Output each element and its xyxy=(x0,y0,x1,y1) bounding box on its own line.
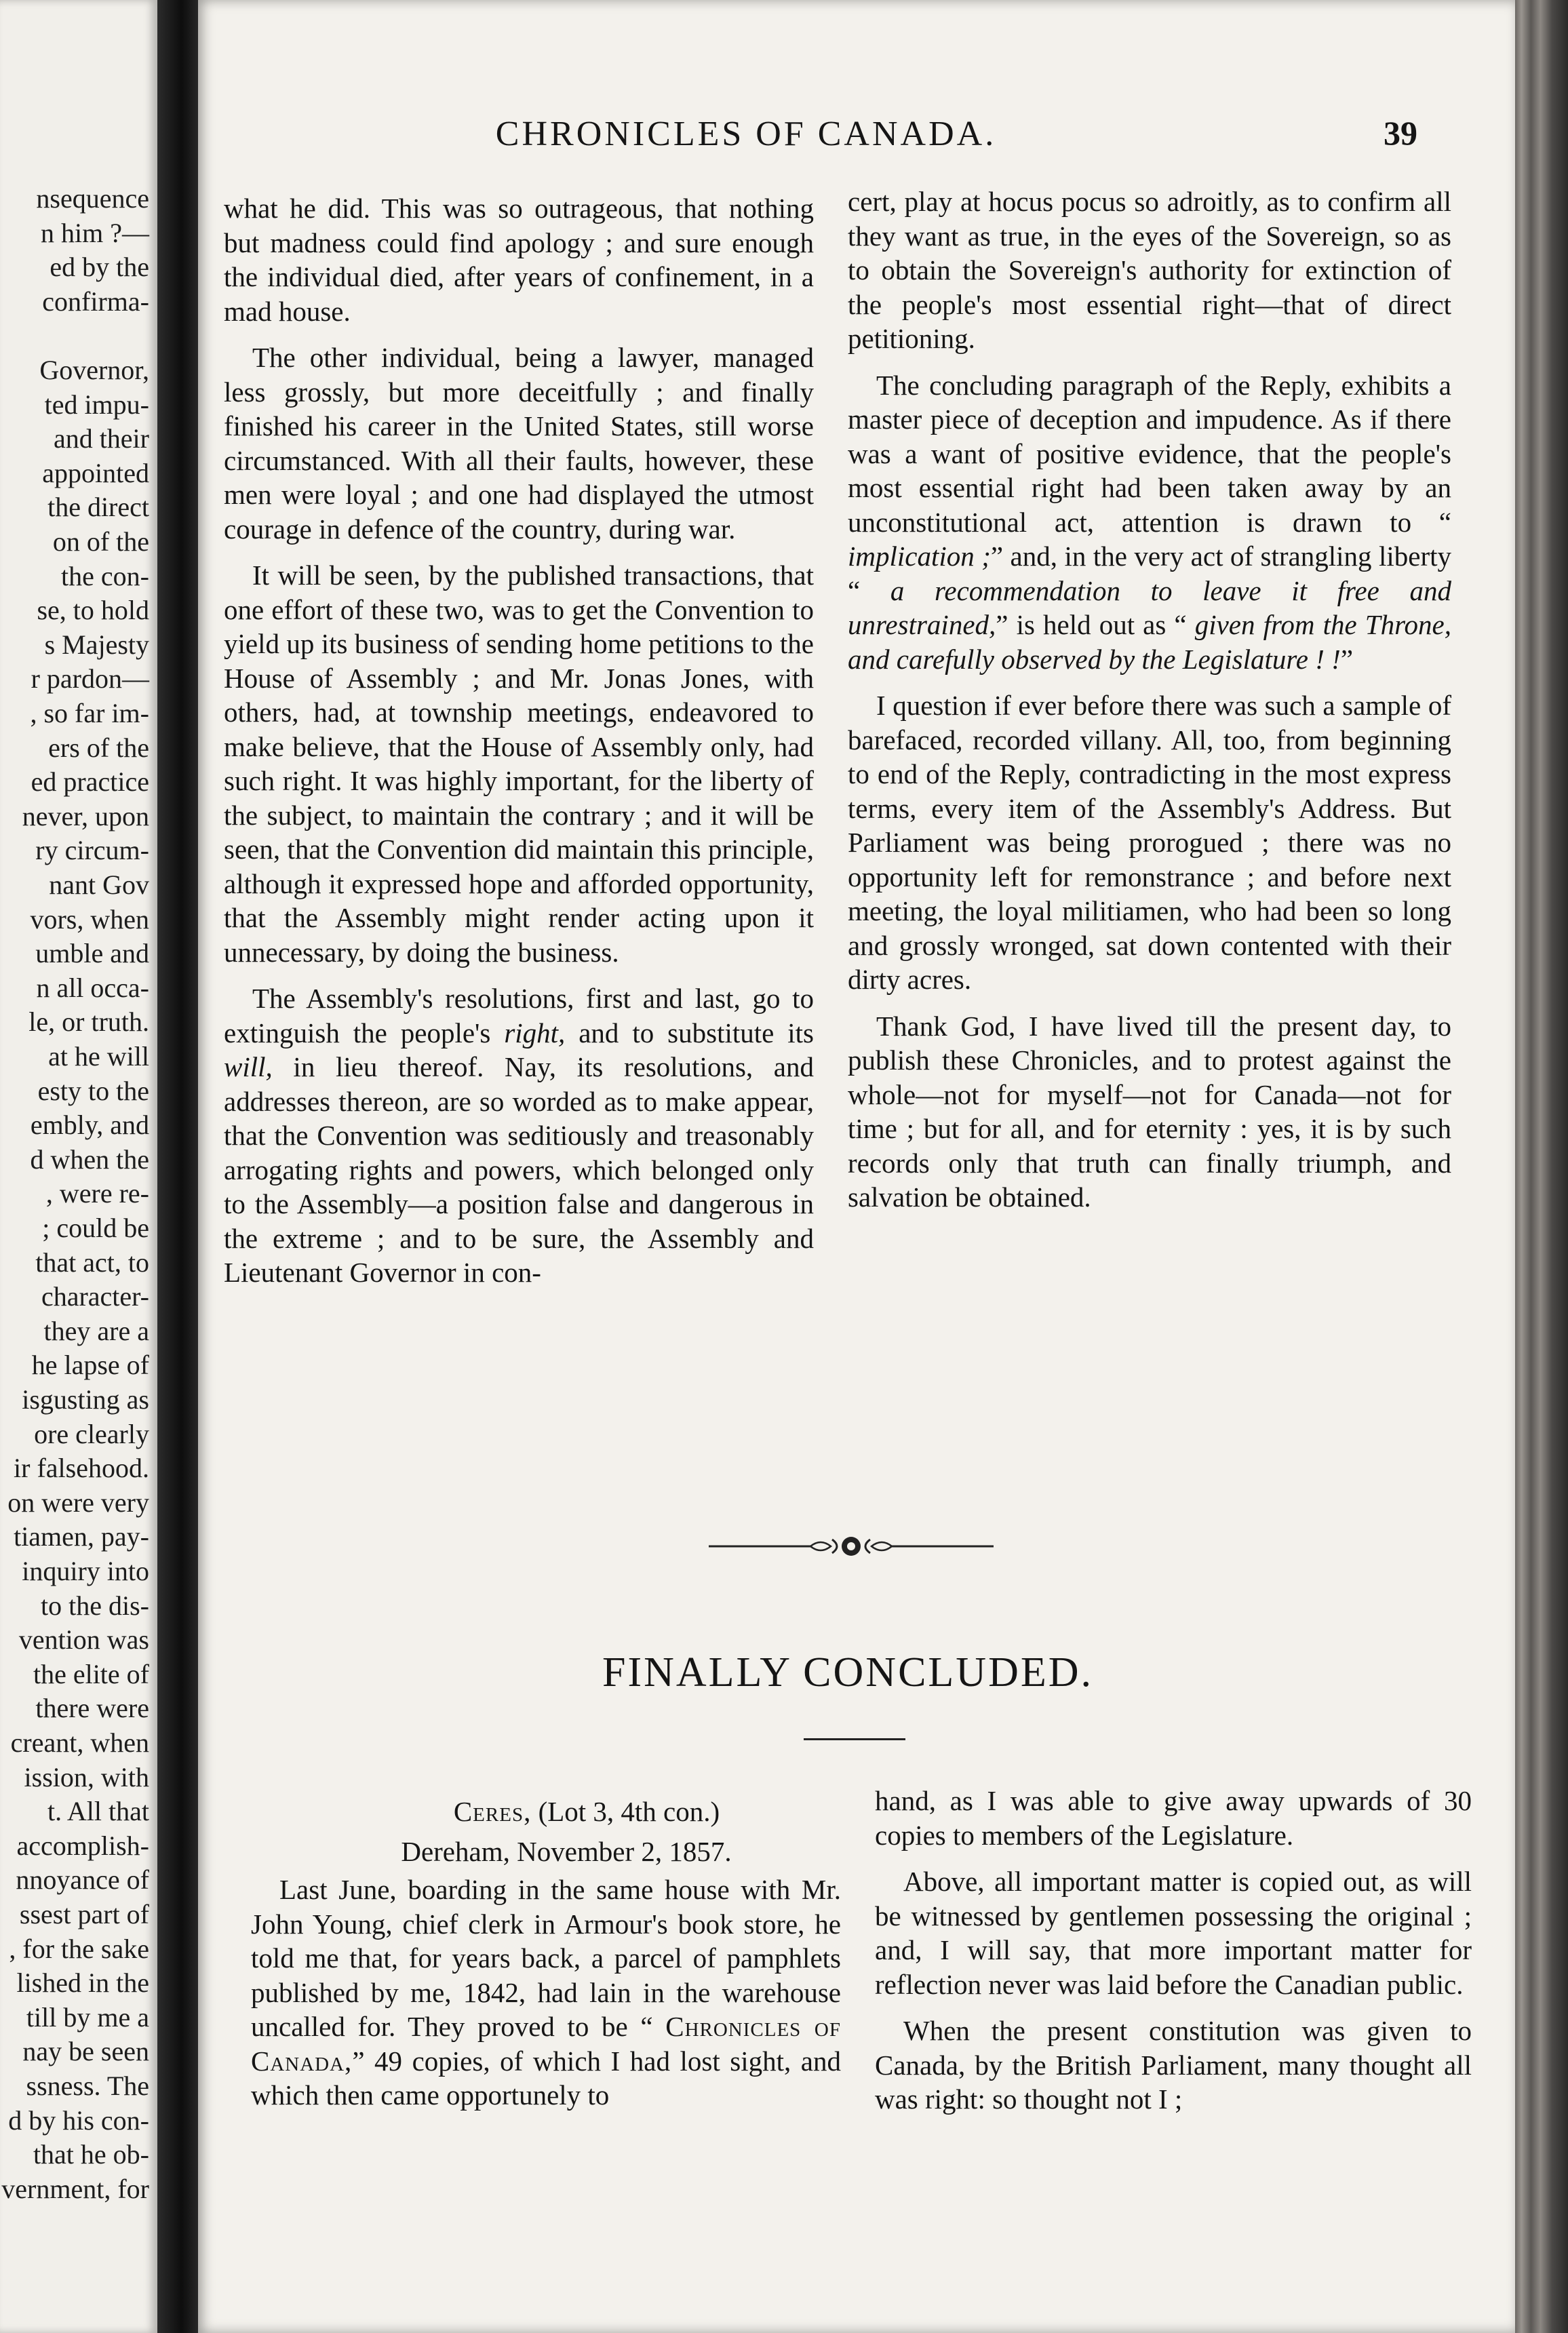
facing-page-line: n all occa- xyxy=(36,972,149,1003)
facing-page-line: nay be seen xyxy=(22,2036,149,2067)
facing-page-line: ers of the xyxy=(48,732,149,763)
facing-page-line: r pardon— xyxy=(31,663,149,694)
facing-page-line: ir falsehood. xyxy=(14,1453,149,1484)
facing-page-line: vors, when xyxy=(30,903,149,935)
title-rule xyxy=(804,1738,905,1740)
column-lower-left xyxy=(251,1795,841,2113)
facing-page-line: nant Gov xyxy=(49,869,149,900)
facing-page-line: ission, with xyxy=(24,1761,149,1792)
facing-page-line: that he ob- xyxy=(33,2139,149,2170)
paragraph: The other individual, being a lawyer, managed less grossly, but more deceitfully ; and finally finished his career in the United States, still worse circumstanced. With all their faults, however, these men were loyal ; and one had displayed the utmost courage in defence of the country, during war. xyxy=(224,342,814,545)
facing-page-line: ry circum- xyxy=(35,835,149,866)
facing-page-line: the direct xyxy=(47,492,149,523)
facing-page-line: d when the xyxy=(30,1143,149,1175)
text-run: ” 49 copies, of which I had lost sight, and which then came opportunely to xyxy=(251,2045,841,2111)
facing-page-line: he lapse of xyxy=(31,1350,149,1381)
text-run: (Lot 3, 4th con.) xyxy=(531,1796,720,1827)
facing-page-line: t. All that xyxy=(47,1796,149,1827)
italic-text: a recommendation to leave it free and unrestrained, xyxy=(848,574,1451,640)
facing-page-line: confirma- xyxy=(42,286,149,317)
facing-page-line: ; could be xyxy=(42,1213,149,1243)
facing-page-line: creant, when xyxy=(10,1727,149,1758)
text-run: The concluding paragraph of the Reply, exhibits a master piece of deception and impudence. As if there was a want of positive evidence, that the people's most essential right had been taken away by an unconstitutional act, attention is drawn to “ xyxy=(848,369,1451,538)
facing-page-line: ssness. The xyxy=(26,2071,149,2101)
column-upper-left xyxy=(224,191,814,1290)
facing-page-line: d by his con- xyxy=(8,2104,149,2136)
facing-page-line: till by me a xyxy=(26,2001,149,2033)
facing-page-line: they are a xyxy=(43,1315,149,1346)
facing-page-line: Governor, xyxy=(39,355,149,385)
facing-page-line: esty to the xyxy=(37,1075,149,1106)
facing-page-line: appointed xyxy=(42,457,149,488)
text-run: and to substitute its xyxy=(565,1017,814,1048)
facing-page xyxy=(0,0,157,2333)
paragraph: Thank God, I have lived till the present day, to publish these Chronicles, and to protest against the whole—not for myself—not for Canada—not for time ; but for all, and for eternity : yes, it is by such records only that truth can finally triumph, and salvation be obtained. xyxy=(848,1010,1451,1213)
paragraph: Above, all important matter is copied out, as will be witnessed by gentlemen possessing the original ; and, I will say, that more important matter for reflection never was laid before the Canadian public. xyxy=(875,1866,1472,2000)
facing-page-line: ed practice xyxy=(31,766,149,798)
facing-page-line: se, to hold xyxy=(37,595,149,626)
paragraph: cert, play at hocus pocus so adroitly, as to confirm all they want as true, in the eyes of the Sovereign, so as to obtain the Sovereign's authority for extinction of the people's most essential right—that of direct petitioning. xyxy=(848,186,1451,354)
text-run: ” xyxy=(1340,643,1354,675)
facing-page-line: there were xyxy=(35,1693,149,1724)
page-number: 39 xyxy=(1384,114,1417,152)
column-upper-right xyxy=(848,184,1451,1215)
facing-page-line: at he will xyxy=(48,1041,149,1072)
facing-page-line: character- xyxy=(41,1281,149,1312)
italic-text: given from the Throne, and carefully observed by the Legislature ! ! xyxy=(848,609,1451,675)
italic-text: will, xyxy=(224,1051,273,1082)
text-run: Last June, boarding in the same house with Mr. John Young, chief clerk in Armour's book store, he told me that, for years back, a parcel of pamphlets published by me, 1842, had lain in the warehouse uncalled for. They proved to be “ xyxy=(251,1874,841,2042)
section-title: FINALLY CONCLUDED. xyxy=(602,1649,1093,1695)
facing-page-line: , so far im- xyxy=(30,698,149,728)
small-caps-title: Chronicles of Canada, xyxy=(251,2011,841,2077)
facing-page-line: tiamen, pay- xyxy=(14,1521,149,1552)
facing-page-line: isgusting as xyxy=(22,1384,149,1415)
facing-page-line: ed by the xyxy=(50,252,149,283)
paragraph: It will be seen, by the published transactions, that one effort of these two, was to get the Convention to yield up its business of sending home petitions to the House of Assembly ; and Mr. Jonas Jones, with others, had, at township meetings, endeavored to make believe, that the House of Assembly only, had such right. It was highly important, for the liberty of the subject, to maintain the contrary ; and it will be seen, that the Convention did maintain this principle, although it expressed hope and afforded opportunity, that the Assembly might render acting upon it unnecessary, by doing the business. xyxy=(224,560,814,968)
facing-page-line: s Majesty xyxy=(44,629,149,660)
facing-page-line: the elite of xyxy=(33,1658,149,1689)
text-run: The Assembly's resolutions, first and last, go to extinguish the people's xyxy=(224,983,814,1048)
paragraph: I question if ever before there was such a sample of barefaced, recorded villany. All, too, from beginning to end of the Reply, contradicting in the most express terms, every item of the Assembly's Address. But Parliament was being prorogued ; there was no opportunity left for remonstrance ; and before next meeting, the loyal militiamen, who had been so long and grossly wronged, sat down contented with their dirty acres. xyxy=(848,690,1451,995)
italic-text: implication ; xyxy=(848,541,991,572)
text-run: ” and, in the very act of strangling liberty “ xyxy=(848,541,1452,606)
paragraph xyxy=(224,981,814,1290)
paragraph: hand, as I was able to give away upwards of 30 copies to members of the Legislature. xyxy=(875,1785,1472,1851)
facing-page-line: embly, and xyxy=(30,1110,149,1141)
column-lower-right xyxy=(875,1784,1472,2117)
facing-page-line: nsequence xyxy=(36,183,149,214)
facing-page-line: ssest part of xyxy=(19,1899,149,1929)
facing-page-line: on were very xyxy=(7,1487,149,1518)
facing-page-line: never, upon xyxy=(22,800,149,831)
italic-text: right, xyxy=(504,1017,566,1048)
facing-page-line: to the dis- xyxy=(41,1590,149,1621)
facing-page-line: ted impu- xyxy=(44,389,149,420)
facing-page-line: vernment, for xyxy=(1,2173,149,2204)
page-edges xyxy=(1515,0,1568,2333)
paragraph: what he did. This was so outrageous, that nothing but madness could find apology ; and sure enough the individual died, after years of confinement, in a mad house. xyxy=(224,193,814,327)
paragraph: When the present constitution was given to Canada, by the British Parliament, many thought all was right: so thought not I ; xyxy=(875,2015,1472,2115)
text-run: ” is held out as “ xyxy=(996,609,1195,640)
text-run: in lieu thereof. Nay, its resolutions, and addresses thereon, are so worded as to make appear, that the Convention was seditiously and treasonably arrogating rights and powers, which belonged only to the Assembly—a position false and dangerous in the extreme ; and to be sure, the Assembly and Lieutenant Governor in con- xyxy=(224,1051,814,1288)
place-line xyxy=(332,1795,841,1829)
facing-page-line: and their xyxy=(53,423,149,454)
facing-page-line: , were re- xyxy=(45,1178,149,1209)
facing-page-line: ore clearly xyxy=(34,1418,149,1449)
dateline: Dereham, November 2, 1857. xyxy=(401,1835,732,1867)
facing-page-line: on of the xyxy=(52,526,149,557)
facing-page-line: that act, to xyxy=(35,1247,149,1278)
paragraph xyxy=(251,1873,841,2113)
facing-page-line: accomplish- xyxy=(16,1830,149,1861)
paragraph xyxy=(848,368,1451,677)
facing-page-line: , for the sake xyxy=(9,1933,149,1964)
facing-page-line: le, or truth. xyxy=(28,1006,149,1038)
place-name: Ceres, xyxy=(453,1796,532,1827)
facing-page-line: umble and xyxy=(35,938,149,969)
facing-page-line: nnoyance of xyxy=(16,1864,149,1896)
facing-page-line: vention was xyxy=(18,1624,149,1655)
ornament-divider xyxy=(709,1526,994,1567)
facing-page-line: the con- xyxy=(61,560,149,591)
facing-page-line: lished in the xyxy=(16,1967,149,1999)
facing-page-line: inquiry into xyxy=(22,1556,149,1586)
facing-page-line: n him ?— xyxy=(41,217,149,248)
running-head: CHRONICLES OF CANADA. xyxy=(495,115,997,153)
book-gutter xyxy=(157,0,198,2333)
